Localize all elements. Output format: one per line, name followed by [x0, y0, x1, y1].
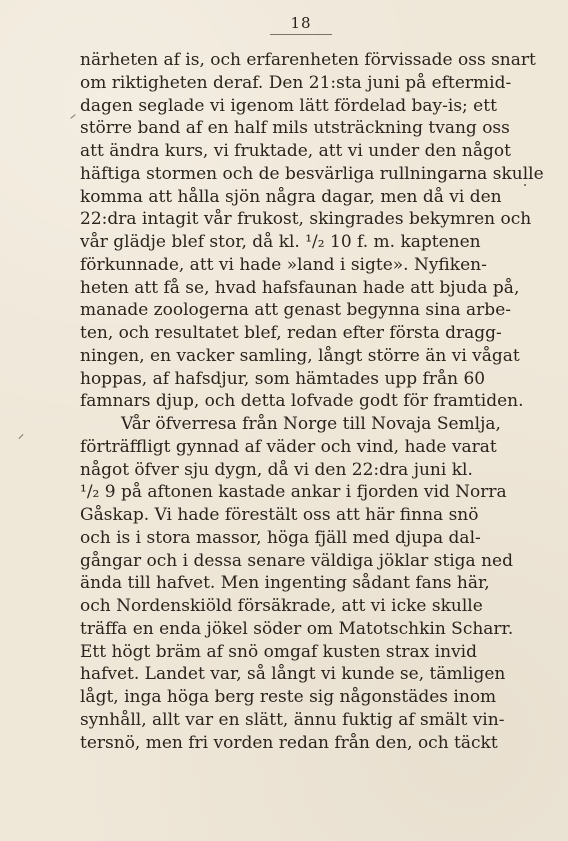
text-line: och is i stora massor, höga fjäll med djupa dal- [80, 527, 481, 548]
text-line: Ett högt bräm af snö omgaf kusten strax invid [80, 641, 477, 662]
margin-speck [524, 184, 526, 186]
text-line: förkunnade, att vi hade »land i sigte». Nyfiken- [80, 254, 487, 275]
text-line: hoppas, af hafsdjur, som hämtades upp från 60 [80, 368, 486, 389]
text-line: träffa en enda jökel söder om Matotschkin Scharr. [80, 618, 514, 639]
page-number-area [273, 13, 329, 32]
text-line: tersnö, men fri vorden redan från den, och täckt [80, 732, 498, 753]
page-number: 18 [290, 14, 312, 32]
margin-mark [18, 434, 23, 439]
text-line: närheten af is, och erfarenheten förvissade oss snart [80, 50, 536, 70]
text-line: och Nordenskiöld försäkrade, att vi icke skulle [80, 596, 483, 616]
margin-mark [70, 114, 75, 118]
text-line: heten att få se, hvad hafsfaunan hade att bjuda på, [80, 277, 520, 298]
page-body [80, 49, 544, 754]
text-line: lågt, inga höga berg reste sig någonstädes inom [80, 687, 497, 707]
header-rule [270, 34, 332, 35]
text-line: större band af en half mils utsträckning tvang oss [80, 118, 510, 139]
text-line: ten, och resultatet blef, redan efter första dragg- [80, 323, 502, 343]
text-line: ¹/₂ 9 på aftonen kastade ankar i fjorden vid Norra [80, 482, 507, 503]
text-line: förträffligt gynnad af väder och vind, hade varat [80, 436, 497, 457]
text-line: hafvet. Landet var, så långt vi kunde se, tämligen [80, 664, 506, 685]
text-line: gångar och i dessa senare väldiga jöklar stiga ned [80, 550, 513, 571]
text-line: vår glädje blef stor, då kl. ¹/₂ 10 f. m. kaptenen [80, 232, 481, 252]
text-line: famnars djup, och detta lofvade godt för framtiden. [80, 391, 524, 412]
text-line: synhåll, allt var en slätt, ännu fuktig af smält vin- [80, 709, 505, 730]
text-line: något öfver sju dygn, då vi den 22:dra juni kl. [80, 459, 473, 480]
text-line: ända till hafvet. Men ingenting sådant fans här, [80, 573, 490, 594]
paragraph-start-line: Vår öfverresa från Norge till Novaja Semlja, [121, 414, 501, 434]
text-line: häftiga stormen och de besvärliga rullningarna skulle [80, 163, 544, 184]
text-line: Gåskap. Vi hade förestält oss att här finna snö [80, 505, 479, 525]
text-line: om riktigheten deraf. Den 21:sta juni på eftermid- [80, 72, 512, 93]
text-line: 22:dra intagit vår frukost, skingrades bekymren och [80, 209, 532, 230]
text-line: ningen, en vacker samling, långt större än vi vågat [80, 345, 520, 366]
text-line: komma att hålla sjön några dagar, men då vi den [80, 186, 502, 207]
text-line: dagen seglade vi igenom lätt fördelad bay-is; ett [80, 95, 497, 116]
text-line: manade zoologerna att genast begynna sina arbe- [80, 300, 511, 321]
text-line: att ändra kurs, vi fruktade, att vi under den något [80, 141, 511, 161]
